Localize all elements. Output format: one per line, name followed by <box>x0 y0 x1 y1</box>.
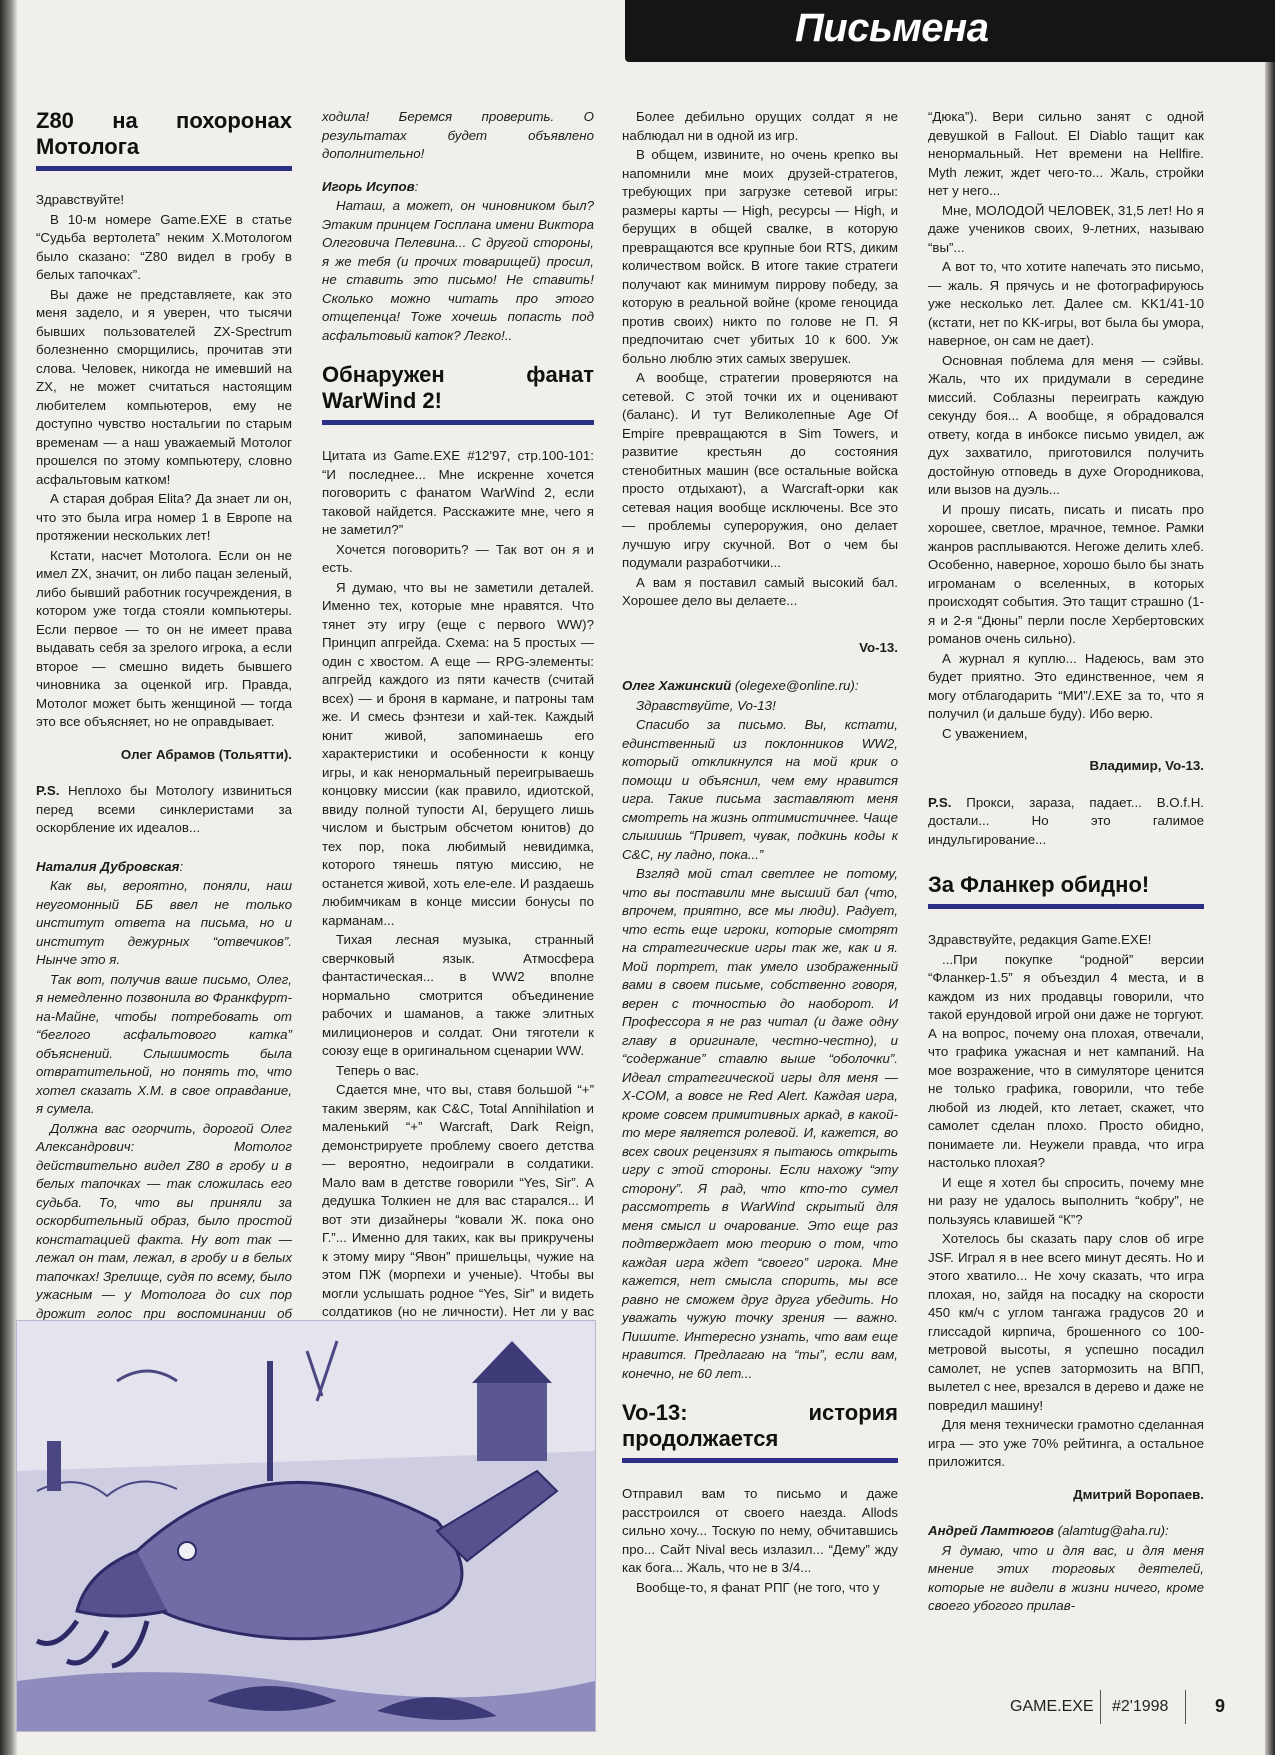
paragraph: Мне, МОЛОДОЙ ЧЕЛОВЕК, 31,5 лет! Но я даже учеников своих, 9-летних, называю “вы”... <box>928 202 1204 255</box>
illustration-engraving <box>16 1320 596 1732</box>
ps-text: Прокси, зараза, падает... B.O.f.H. достали... Но это галимое индульгирование... <box>928 794 1204 847</box>
paragraph: “Дюка”). Вери сильно занят с одной девушкой в Fallout. El Diablo тащит как ненормальный. Нет времени на Hellfire. Myth лежит, ждет чего-то... Жаль, стройки нет у него... <box>928 109 1204 198</box>
paragraph: Хотелось бы сказать пару слов об игре JSF. Играл я в нее всего минут десять. Но и этого хватило... Не хочу сказать, что игра плохая, но, зайдя на посадку на скорости 450 км/ч с углом тангажа градусов 20 и глиссадой кирпича, брошенного со 100-метровой высоты, я успешно посадил самолет, не успев затормозить на ВПП, вылетел с нее, врезался в дерево и даже не повредил машину! <box>928 1231 1204 1413</box>
paragraph: Здравствуйте! <box>36 192 125 207</box>
reply-author-line <box>928 1522 1204 1541</box>
reply-paragraph: Должна вас огорчить, дорогой Олег Александрович: Мотолог действительно видел Z80 в гробу и в белых тапочках — так сложилась его судьба. То, что вы приняли за оскорбительный образ, было простой констатацией факта. Ну вот так — лежал он там, лежал, в гробу и в белых тапочках! Зрелище, судя по всему, было ужасным — у Мотолога до сих пор дрожит голос при воспоминании об <box>36 1120 292 1321</box>
section-title: Письмена <box>795 6 989 50</box>
paragraph: Вы даже не представляете, как это меня задело, и я уверен, что тысячи бывших пользователей ZX-Spectrum болезненно сморщились, прочитав эти слова. Человек, никогда не имевший на ZX, не может считаться настоящим любителем компьютеров, ему не доступно чувство ностальгии по старым временам — а наш уважаемый Мотолог прошелся по этому компьютеру, словно асфальтовым катком! <box>36 286 292 487</box>
ps-text: Неплохо бы Мотологу извиниться перед всеми синклеристами за оскорбление их идеалов... <box>36 783 292 835</box>
postscript <box>928 794 1204 850</box>
column-2 <box>322 108 594 1378</box>
paragraph: А журнал я куплю... Надеюсь, вам это будет приятно. Это единственное, чем я могу отблагодарить “МИ”/.EXE за то, что я получил (и дальше буду). Ибо верю. <box>928 650 1204 721</box>
column-1 <box>36 108 292 1399</box>
footer-magazine: GAME.EXE <box>1010 1698 1094 1715</box>
footer-divider <box>1100 1690 1101 1724</box>
paragraph: А вот то, что хотите напечать это письмо, — жаль. Я прячусь и не фотографируюсь уже несколько лет. Далее см. KK1/41-10 (кстати, нет по KK-игры, вот была бы умора, наверное, он сам не дает). <box>928 259 1204 348</box>
paragraph: А вообще, стратегии проверяются на сетевой. С этой точки их и оценивают (баланс). И тут Великолепные Age Of Empire превращаются в Sim Towers, и развитие крестьян до состояния стенобитных машин (все остальные войска просто отдыхают), а Warcraft-орки как сетевая нация вообще исключены. Все это — проблемы супероружия, оно делает лучшую игру скучной. Вот о чем бы подумали разработчики... <box>622 370 898 570</box>
reply-continuation: ходила! Беремся проверить. О результатах будет объявлено дополнительно! <box>322 109 594 161</box>
headline-rule <box>36 166 292 171</box>
paragraph: В 10-м номере Game.EXE в статье “Судьба вертолета” неким Х.Мотологом было сказано: “Z80 видел в гробу в белых тапочках”. <box>36 211 292 282</box>
reply-author-email: (olegexe@online.ru): <box>734 678 859 693</box>
signature: Дмитрий Воропаев. <box>1073 1486 1204 1502</box>
signature: Олег Абрамов (Тольятти). <box>120 746 292 762</box>
headline-z80: Z80 на похоронах Мотолога <box>36 108 292 159</box>
engraving-art <box>17 1321 595 1731</box>
reply-author-line: Игорь Исупов: <box>322 178 419 194</box>
column-3 <box>622 108 898 1598</box>
footer-issue: #2'1998 <box>1112 1698 1169 1715</box>
paragraph: Тихая лесная музыка, странный сверчковый язык. Атмосфера фантастическая... в WW2 вполне нормально смотрится объединение рабочих и шаманов, а также элитных милиционеров и солдат. Они тяготели к союзу еще в оригинальном сценарии WW. <box>322 932 594 1058</box>
paragraph: Хочется поговорить? — Так вот он я и есть. <box>322 541 594 575</box>
ps-label: P.S. <box>928 794 952 810</box>
paragraph: Более дебильно орущих солдат я не наблюдал ни в одной из игр. <box>622 109 898 143</box>
reply-author: Андрей Ламтюгов <box>928 1523 1054 1538</box>
reply-paragraph: Здравствуйте, Vo-13! <box>636 697 776 713</box>
paragraph: И прошу писать, писать и писать про хорошее, светлое, мрачное, темное. Рамки жанров расплываются. Негоже делить хлеб. Особенно, наверное, хорошо было бы знать игроманам о вселенных, в которых происходят события. Это тащит страшно (1-я и 2-я “Дюны” перли после Хербертовских романов очень сильно). <box>928 501 1204 646</box>
paragraph: В общем, извините, но очень крепко вы напомнили мне моих друзей-стратегов, требующих при загрузке сетевой игры: размеры карты — High, ресурсы — High, и берущих в общей свалке, в которую превращаются все крупные бои RTS, диким количеством войск. В итоге такие стратеги получают как минимум пиррову победу, за которую в реальной войне (кроме геноцида против своих) никто по голове не П. Я предпочитаю счет убитых 10 к 600. Уж больно люблю этих самых зверушек. <box>622 147 898 366</box>
page-edge-shadow <box>1265 40 1275 1755</box>
reply-paragraph: Взгляд мой стал светлее не потому, что вы поставили мне высший бал (что, впрочем, приятно, все мы люди). Радует, что есть еще игроки, которые смотрят на стратегические игры так же, как и я. Мой портрет, так умело изображенный вами в своем письме, собственно говоря, верен с точностью до наоборот. И Профессора я не раз читал (и даже одну главу в оригинале, честно-честно), и “содержание” ставлю выше “оболочки”. Идеал стратегической игры для меня — X-COM, а вовсе не Red Alert. Каждая игра, кроме совсем примитивных аркад, в какой-то мере является ролевой. И, кажется, во всех своих рецензиях я пытаюсь открыть игру с этой стороны. Если нахожу “эту сторону”. Я рад, что кто-то сумел рассмотреть в WarWind скрытый для меня смысл и очарование. Это еще раз подтверждает мою теорию о том, что каждая игра ждет “своего” игрока. Мне кажется, нет смысла спорить, мы все равно не сможем друг друга убедить. Но уважать чужую точку зрения — важно. Пишите. Интересно узнать, что вам еще нравится. Предлагаю на “ты”, если вам, конечно, не 60 лет... <box>622 866 898 1381</box>
headline-vo13: Vo-13: история продолжается <box>622 1400 898 1451</box>
signature: Vo-13. <box>859 639 898 655</box>
postscript <box>36 782 292 838</box>
paragraph: Вообще-то, я фанат РПГ (не того, что у <box>636 1579 880 1595</box>
reply-author-email: (alamtug@aha.ru): <box>1057 1523 1169 1538</box>
paragraph: Основная поблема для меня — сэйвы. Жаль, что их придумали в середине миссий. Соблазны переиграть каждую секунду боя... А вообще, я обрадовался ответу, когда в инбоксе письмо увидел, аж дух захватило, приготовился получить достойную отповедь в духе Огородникова, или вызов на дуэль... <box>928 352 1204 497</box>
paragraph: Здравствуйте, редакция Game.EXE! <box>928 932 1152 947</box>
paragraph: Я думаю, что вы не заметили деталей. Именно тех, которые мне нравятся. Что тянет эту игру (еще с первого WW)? Принцип апгрейда. Схема: на 5 простых — один с хвостом. А еще — RPG-элементы: апгрейд каждого из пяти качеств (считай всех) — и броня в кармане, и патроны там же. И смесь фэнтези и хай-тек. Каждый юнит живой, запоминаешь его характеристики и особенности к концу игры, и как ненормальный переигрываешь концовку миссии (как правило, идиотской, ввиду полной тупости AI, берущего лишь числом и быстрым обсчетом юнитов) до тех пор, пока любимый невидимка, которого тянешь пятую миссию, не останется живой, хоть еле-еле. И раздаешь любимчикам в конце миссии бонусы по карманам... <box>322 579 594 928</box>
signature: Владимир, Vo-13. <box>1089 758 1204 773</box>
page-number: 9 <box>1215 1696 1226 1716</box>
reply-author-line: Наталия Дубровская: <box>36 858 184 874</box>
reply-paragraph: Спасибо за письмо. Вы, кстати, единственный из поклонников WW2, который откликнулся на мой крик о помощи и объяснил, чем ему нравится игра. Такие письма заставляют меня смотреть на жизнь оптимистичнее. Чаще слышишь “Привет, чувак, подкинь коды к C&C, ну ладно, пока...” <box>622 717 898 862</box>
paragraph: Для меня технически грамотно сделанная игра — это уже 70% рейтинга, а остальное приложится. <box>928 1417 1204 1469</box>
column-4 <box>928 108 1204 1617</box>
ps-label: P.S. <box>36 783 60 798</box>
paragraph: Сдается мне, что вы, ставя большой “+” таким зверям, как C&C, Total Annihilation и маленький “+” Warcraft, Dark Reign, демонстрируете проблему своего детства — вероятно, недоиграли в солдатики. Мало вам в детстве говорили “Yes, Sir”. А дедушка Толкиен не для вас старался... И вот эти дизайнеры “ковали Ж. пока оно Г.”... Именно для таких, как вы прикручены к этому миру “Явон” пришельцы, чужие на этом ПЖ (морпехи и ученые). Чтобы вы могли услышать родное “Yes, Sir” и видеть солдатиков (но не личности). Нет ли у вас <box>322 1082 594 1319</box>
reply-paragraph: Так вот, получив ваше письмо, Олег, я немедленно позвонила во Франкфурт-на-Майне, чтобы потребовать от “беглого асфальтового катка” объяснений. Слышимость была отвратительной, но понять то, что хотел сказать Х.М. в свое оправдание, я сумела. <box>36 971 292 1116</box>
paragraph: ...При покупке “родной” версии “Фланкер-1.5” я объездил 4 места, и в каждом из них продавцы говорили, что такой ерундовой игрой они даже не торгуют. А на вопрос, почему она плохая, отвечали, что графика ужасная и нет кампаний. На мое возражение, что в симуляторе ценится не только графика, говорили, что тебе любой из людей, кто летает, скажет, что самолет сделан плохо. Просто обидно, понимаете ли. Неужели правда, что игра настолько плохая? <box>928 951 1204 1170</box>
reply-author-line <box>622 677 898 696</box>
paragraph: С уважением, <box>942 725 1028 741</box>
reply-author: Наталия Дубровская <box>36 858 180 874</box>
paragraph: Теперь о вас. <box>336 1062 420 1078</box>
paragraph: Цитата из Game.EXE #12'97, стр.100-101: “И последнее... Мне искренне хочется поговорить с фанатом WarWind 2, если таковой найдется. Расскажите мне, чего я не заметил?” <box>322 448 594 537</box>
paragraph: Отправил вам то письмо и даже расстроился от своего наезда. Allods сильно хочу... Тоскую по нему, обчитавшись про... Сайт Nival весь излазил... “Дему” жду как бога... Жаль, что не в 3/4... <box>622 1486 898 1575</box>
footer-divider <box>1185 1690 1186 1724</box>
reply-paragraph: Я думаю, что и для вас, и для меня мнение этих торговых деятелей, которые не видели в жизни ничего, кроме своего убогого прилав- <box>928 1542 1204 1613</box>
paragraph: А вам я поставил самый высокий бал. Хорошее дело вы делаете... <box>622 574 898 608</box>
reply-author: Олег Хажинский <box>622 678 732 693</box>
paragraph: Кстати, насчет Мотолога. Если он не имел ZX, значит, он либо пацан зеленый, либо бывший работник госучреждения, в котором уже тогда стояли компьютеры. Если первое — то он не имеет права выдавать себя за зрелого игрока, а если второе — смешно видеть бывшего чиновника за оценкой игр. Правда, Мотолог может быть женщиной — тогда это все объясняет, но не оправдывает. <box>36 547 292 729</box>
reply-paragraph: Наташ, а может, он чиновником был? Этаким принцем Госплана имени Виктора Олеговича Пелевина... С другой стороны, я же тебя (и прочих товарищей) просил, не ставить это письмо! Не ставить! Сколько можно читать про этого отщепенца! Тоже хочешь попасть под асфальтовый каток? Легко!.. <box>322 198 594 343</box>
headline-rule <box>322 420 594 425</box>
reply-paragraph: Как вы, вероятно, поняли, наш неугомонный ББ ввел не только институт ответа на письма, но и институт дежурных “отвечиков”. Нынче это я. <box>36 878 292 967</box>
headline-warwind: Обнаружен фанат WarWind 2! <box>322 362 594 413</box>
headline-rule <box>622 1458 898 1463</box>
headline-flanker: За Фланкер обидно! <box>928 872 1150 897</box>
paragraph: А старая добрая Elita? Да знает ли он, что это была игра номер 1 в Европе на протяжении нескольких лет! <box>36 491 292 543</box>
reply-author: Игорь Исупов <box>322 178 415 194</box>
headline-rule <box>928 904 1204 909</box>
paragraph: И еще я хотел бы спросить, почему мне ни разу не удалось выполнить “кобру”, не пользуясь клавишей “К”? <box>928 1174 1204 1227</box>
